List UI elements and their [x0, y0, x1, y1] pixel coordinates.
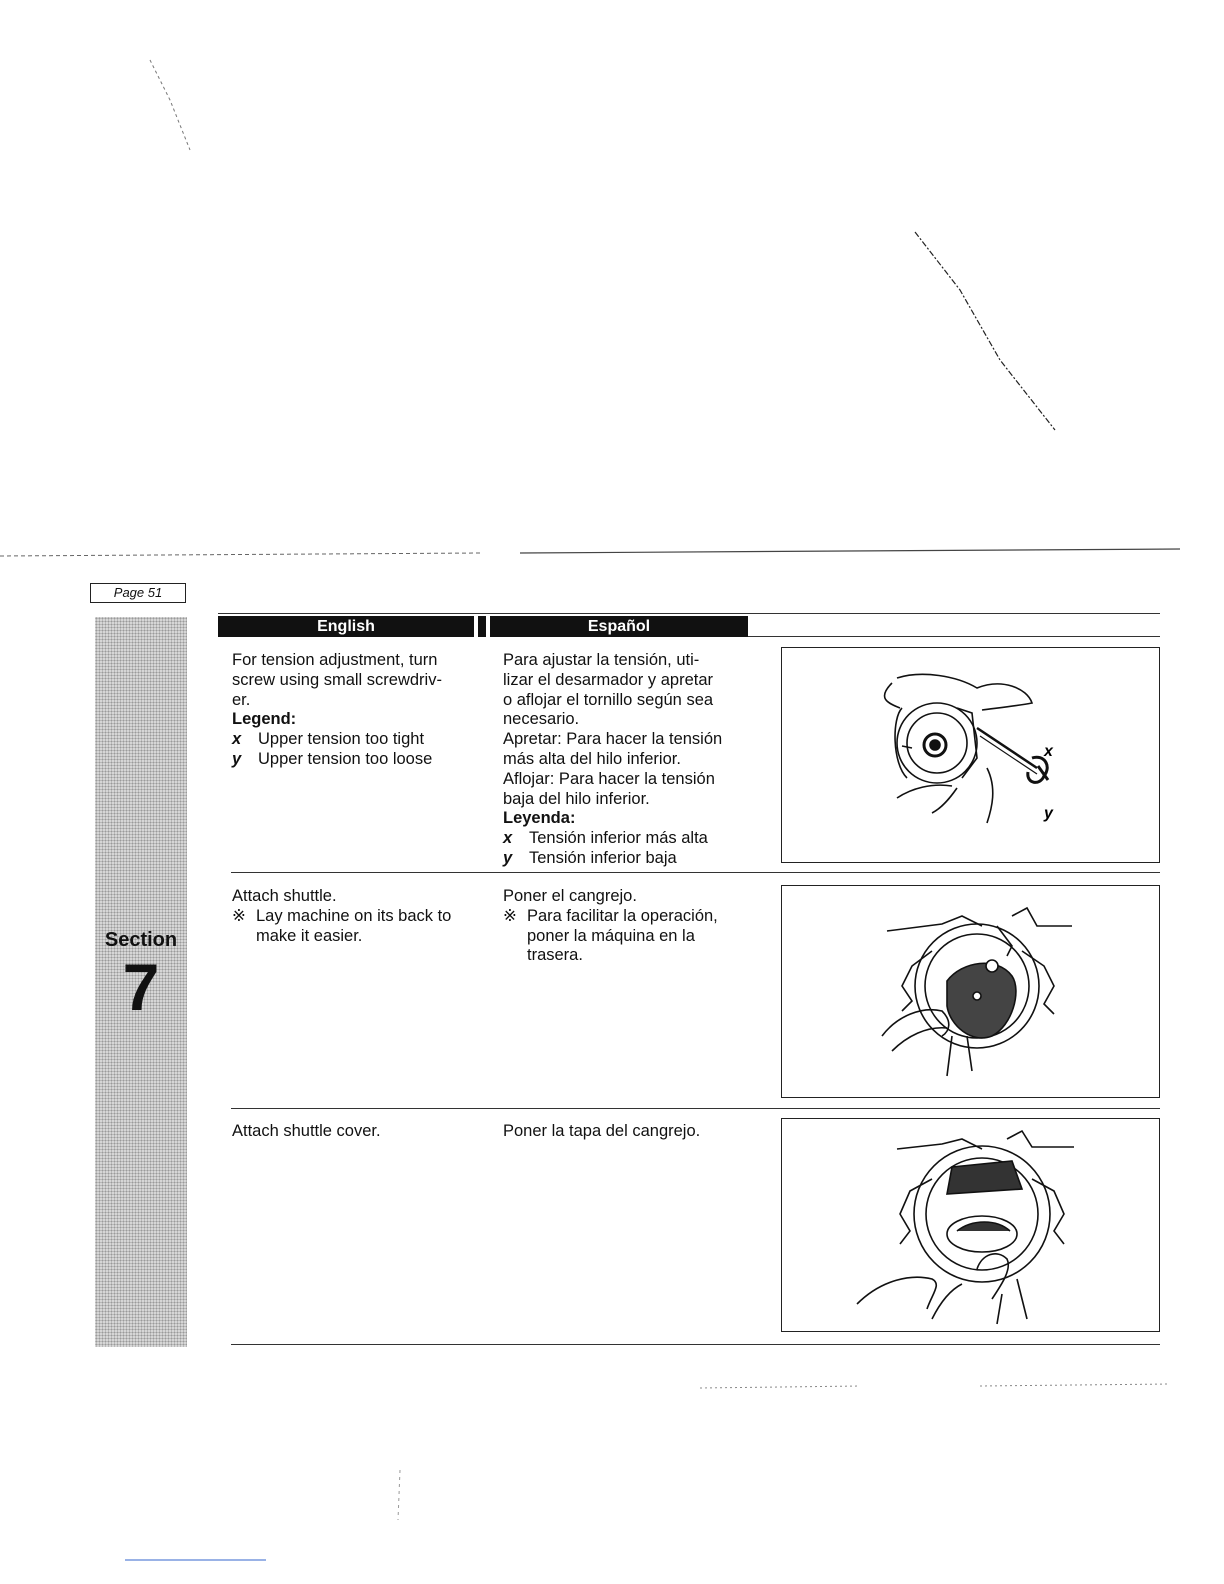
section-sidebar [95, 617, 187, 1347]
text-line: lizar el desarmador y apretar [503, 670, 714, 689]
text-line: Poner el cangrejo. [503, 887, 637, 905]
legend-text: Upper tension too tight [258, 730, 425, 749]
header-bottom-rule [748, 636, 1160, 637]
bobbin-case-screwdriver-illustration [782, 648, 1159, 862]
row3-english [232, 1122, 492, 1142]
note-line: make it easier. [256, 926, 363, 945]
text-line: necesario. [503, 710, 580, 729]
legend-key: x [232, 730, 242, 749]
row2-spanish [503, 887, 773, 966]
figure-attach-shuttle [781, 885, 1160, 1098]
header-spanish: Español [490, 616, 748, 637]
row1-english [232, 651, 492, 770]
text-line: o aflojar el tornillo según sea [503, 690, 714, 709]
text-line: For tension adjustment, turn [232, 651, 438, 669]
figure-label-x: x [1044, 743, 1053, 760]
text-line: Attach shuttle. [232, 887, 337, 905]
note-line: Lay machine on its back to [256, 906, 452, 925]
row1-spanish [503, 651, 773, 869]
row-divider [231, 872, 1160, 873]
text-line: más alta del hilo inferior. [503, 749, 681, 768]
note-line: Para facilitar la operación, [527, 906, 718, 925]
legend-item-x [232, 730, 492, 750]
note [503, 907, 773, 966]
legend-title: Leyenda: [503, 809, 576, 828]
note-mark: ※ [503, 906, 517, 925]
row2-english [232, 887, 492, 946]
legend-item-y [503, 849, 773, 869]
figure-bobbin-tension [781, 647, 1160, 863]
shuttle-cover-illustration [782, 1119, 1159, 1331]
legend-item-y [232, 750, 492, 770]
text-line: er. [232, 690, 251, 709]
section-number: 7 [122, 950, 160, 1024]
text-line: Aflojar: Para hacer la tensión [503, 769, 715, 788]
legend-text: Tensión inferior más alta [529, 829, 708, 848]
text-line: baja del hilo inferior. [503, 789, 650, 808]
page-number: Page 51 [113, 585, 163, 600]
shuttle-attach-illustration [782, 886, 1159, 1097]
legend-title: Legend: [232, 710, 297, 729]
text-line: Apretar: Para hacer la tensión [503, 730, 723, 749]
figure-label-y: y [1044, 805, 1053, 822]
text-line: Attach shuttle cover. [232, 1122, 381, 1140]
legend-key: x [503, 829, 513, 848]
note [232, 907, 492, 947]
legend-text: Tensión inferior baja [529, 848, 677, 867]
row-divider [231, 1108, 1160, 1109]
row3-spanish [503, 1122, 773, 1142]
header-english: English [218, 616, 474, 637]
legend-text: Upper tension too loose [258, 749, 433, 768]
legend-item-x [503, 829, 773, 849]
header-divider [478, 616, 486, 637]
text-line: Para ajustar la tensión, uti- [503, 651, 700, 669]
legend-key: y [232, 749, 242, 768]
bottom-rule [231, 1344, 1160, 1345]
note-mark: ※ [232, 906, 246, 925]
text-line: screw using small screwdriv- [232, 670, 442, 689]
header-top-rule [218, 613, 1160, 614]
scan-artifacts-bottom [0, 1370, 1224, 1570]
note-line: trasera. [527, 946, 583, 965]
text-line: Poner la tapa del cangrejo. [503, 1122, 701, 1140]
scan-artifacts [0, 0, 1224, 580]
figure-attach-shuttle-cover [781, 1118, 1160, 1332]
legend-key: y [503, 848, 513, 867]
page-number-box [90, 583, 186, 603]
note-line: poner la máquina en la [527, 926, 695, 945]
section-label: Section [104, 929, 178, 951]
